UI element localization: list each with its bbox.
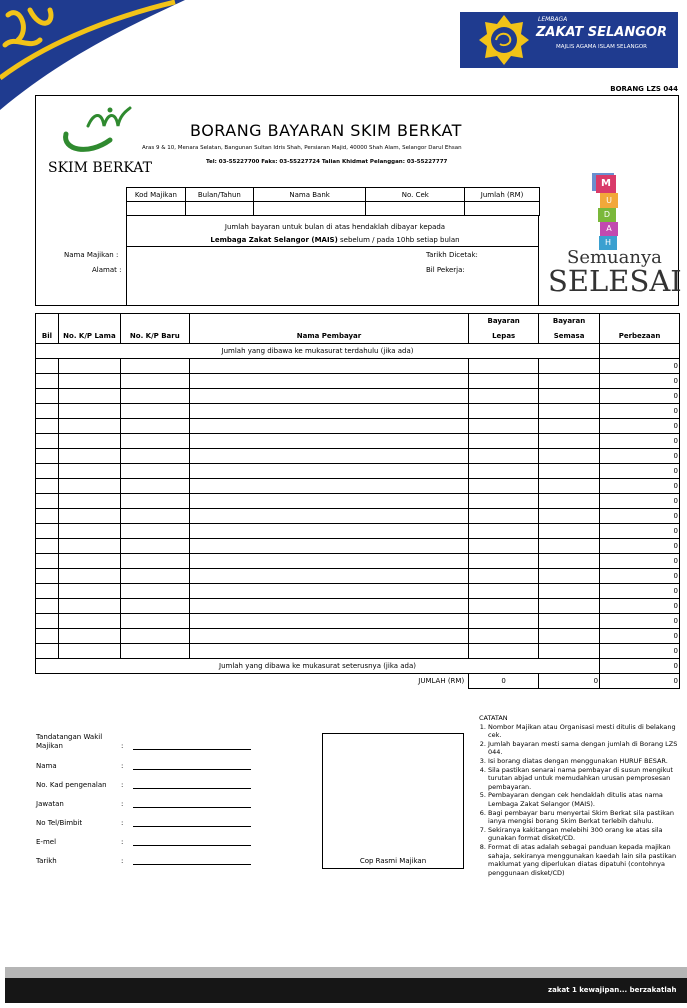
address-line: Aras 9 & 10, Menara Selatan, Bangunan Sultan Idris Shah, Persiaran Majid, 40000 Shah Alam, Selangor Darul Ehsan — [142, 145, 462, 151]
worker-count-label: Bil Pekerja: — [426, 266, 465, 274]
header-jumlah: Jumlah (RM) — [465, 188, 540, 202]
table-cell[interactable] — [469, 524, 539, 539]
table-cell[interactable] — [189, 419, 468, 434]
signature-field-label: Jawatan — [36, 800, 64, 808]
table-cell[interactable] — [58, 569, 120, 584]
difference-cell: 0 — [600, 419, 680, 434]
table-cell[interactable] — [120, 599, 189, 614]
employer-name-label: Nama Majikan : — [64, 251, 119, 259]
table-cell[interactable] — [58, 404, 120, 419]
table-cell[interactable] — [36, 449, 59, 464]
signature-field-input[interactable] — [133, 845, 251, 846]
footer-tagline: zakat 1 kewajipan... berzakatlah — [548, 986, 677, 994]
table-cell[interactable] — [58, 524, 120, 539]
table-cell[interactable] — [36, 584, 59, 599]
difference-cell: 0 — [600, 389, 680, 404]
kod-majikan-field[interactable] — [127, 202, 186, 216]
table-cell[interactable] — [469, 479, 539, 494]
note-item: 5. Pembayaran dengan cek hendaklah ditulis atas nama Lembaga Zakat Selangor (MAIS). — [488, 791, 687, 808]
table-cell[interactable] — [120, 644, 189, 659]
col-blank-7 — [600, 314, 680, 329]
table-cell[interactable] — [469, 554, 539, 569]
table-cell[interactable] — [120, 629, 189, 644]
header-lepas: Lepas — [469, 329, 539, 344]
table-cell[interactable] — [539, 599, 600, 614]
table-cell[interactable] — [469, 419, 539, 434]
table-cell[interactable] — [58, 599, 120, 614]
mais-logo-main-text: ZAKAT SELANGOR — [536, 25, 667, 40]
zakat-selangor-logo — [460, 12, 678, 68]
table-cell[interactable] — [189, 554, 468, 569]
signature-field-colon: : — [121, 742, 124, 750]
block-d: D — [598, 208, 616, 222]
header-nama-pembayar: Nama Pembayar — [189, 329, 468, 344]
total-perbezaan: 0 — [600, 674, 680, 689]
table-cell[interactable] — [120, 569, 189, 584]
table-cell[interactable] — [36, 359, 59, 374]
total-lepas: 0 — [469, 674, 539, 689]
table-cell[interactable] — [539, 479, 600, 494]
corner-calligraphy-banner — [0, 0, 190, 110]
table-row — [36, 584, 680, 599]
signature-field-input[interactable] — [133, 749, 251, 750]
table-cell[interactable] — [189, 359, 468, 374]
signature-field-colon: : — [121, 762, 124, 770]
mais-logo-small-text: LEMBAGA — [538, 16, 568, 23]
difference-cell: 0 — [600, 449, 680, 464]
signature-field-colon: : — [121, 800, 124, 808]
note-item: 7. Sekiranya kakitangan melebihi 300 orang ke atas sila gunakan format disket/CD. — [488, 826, 687, 843]
table-cell[interactable] — [36, 569, 59, 584]
table-cell[interactable] — [469, 434, 539, 449]
table-row — [36, 359, 680, 374]
table-row — [36, 614, 680, 629]
table-cell[interactable] — [120, 479, 189, 494]
header-bayaran-lepas-top: Bayaran — [469, 314, 539, 329]
table-cell[interactable] — [58, 359, 120, 374]
table-cell[interactable] — [539, 434, 600, 449]
table-cell[interactable] — [120, 524, 189, 539]
table-row — [36, 629, 680, 644]
official-stamp-box[interactable] — [322, 733, 464, 869]
note-item: 2. Jumlah bayaran mesti sama dengan jumlah di Borang LZS 044. — [488, 740, 687, 757]
table-cell[interactable] — [120, 389, 189, 404]
table-cell[interactable] — [469, 464, 539, 479]
table-cell[interactable] — [36, 644, 59, 659]
table-row — [36, 464, 680, 479]
signature-field-label: Nama — [36, 762, 57, 770]
header-semasa: Semasa — [539, 329, 600, 344]
table-row — [36, 539, 680, 554]
contact-line: Tel: 03-55227700 Faks: 03-55227724 Talian Khidmat Pelanggan: 03-55227777 — [206, 159, 448, 165]
table-cell[interactable] — [539, 524, 600, 539]
header-kp-baru: No. K/P Baru — [120, 329, 189, 344]
table-cell[interactable] — [58, 449, 120, 464]
difference-cell: 0 — [600, 599, 680, 614]
header-perbezaan: Perbezaan — [600, 329, 680, 344]
table-cell[interactable] — [539, 389, 600, 404]
table-cell[interactable] — [539, 644, 600, 659]
signature-field-input[interactable] — [133, 864, 251, 865]
header-kod-majikan: Kod Majikan — [127, 188, 186, 202]
footer-bar-grey — [5, 967, 687, 978]
brought-forward-value — [600, 344, 680, 359]
table-cell[interactable] — [539, 449, 600, 464]
difference-cell: 0 — [600, 509, 680, 524]
bulan-tahun-field[interactable] — [185, 202, 253, 216]
signature-field-input[interactable] — [133, 826, 251, 827]
table-cell[interactable] — [469, 374, 539, 389]
table-cell[interactable] — [120, 419, 189, 434]
table-cell[interactable] — [539, 554, 600, 569]
table-cell[interactable] — [36, 629, 59, 644]
brought-forward-label: Jumlah yang dibawa ke mukasurat terdahulu (jika ada) — [36, 344, 600, 359]
payer-list-table — [35, 313, 680, 689]
carried-forward-label: Jumlah yang dibawa ke mukasurat seterusnya (jika ada) — [36, 659, 600, 674]
col-blank-4 — [189, 314, 468, 329]
total-semasa: 0 — [539, 674, 600, 689]
table-cell[interactable] — [120, 359, 189, 374]
table-cell[interactable] — [469, 389, 539, 404]
table-cell[interactable] — [58, 539, 120, 554]
table-cell[interactable] — [469, 629, 539, 644]
signature-field-colon: : — [121, 819, 124, 827]
difference-cell: 0 — [600, 644, 680, 659]
nama-bank-field[interactable] — [253, 202, 366, 216]
table-cell[interactable] — [36, 479, 59, 494]
table-cell[interactable] — [189, 449, 468, 464]
jumlah-field[interactable] — [465, 202, 540, 216]
notes-title: CATATAN — [479, 714, 508, 722]
skim-berkat-logo-text: SKIM BERKAT — [48, 160, 152, 176]
note-item: 1. Nombor Majikan atau Organisasi mesti ditulis di belakang cek. — [488, 723, 687, 740]
stamp-label: Cop Rasmi Majikan — [359, 857, 427, 865]
table-cell[interactable] — [120, 539, 189, 554]
table-cell[interactable] — [539, 569, 600, 584]
col-blank-3 — [120, 314, 189, 329]
table-cell[interactable] — [58, 494, 120, 509]
difference-cell: 0 — [600, 569, 680, 584]
table-cell[interactable] — [58, 584, 120, 599]
table-cell[interactable] — [539, 359, 600, 374]
total-label: JUMLAH (RM) — [36, 674, 469, 689]
header-kp-lama: No. K/P Lama — [58, 329, 120, 344]
table-row — [36, 644, 680, 659]
table-cell[interactable] — [36, 599, 59, 614]
table-cell[interactable] — [58, 509, 120, 524]
signature-field-label: No Tel/Bimbit — [36, 819, 83, 827]
table-cell[interactable] — [58, 644, 120, 659]
signature-field-colon: : — [121, 838, 124, 846]
table-row — [36, 494, 680, 509]
block-h: H — [599, 236, 617, 250]
table-cell[interactable] — [189, 599, 468, 614]
notice-deadline: sebelum / pada 10hb setiap bulan — [337, 236, 460, 244]
table-cell[interactable] — [120, 434, 189, 449]
col-blank-2 — [58, 314, 120, 329]
table-cell[interactable] — [189, 509, 468, 524]
table-cell[interactable] — [36, 509, 59, 524]
notice-line-1: Jumlah bayaran untuk bulan di atas hendaklah dibayar kepada — [224, 223, 446, 231]
table-cell[interactable] — [120, 464, 189, 479]
table-cell[interactable] — [189, 479, 468, 494]
table-cell[interactable] — [539, 419, 600, 434]
block-a: A — [600, 222, 618, 236]
table-row — [36, 479, 680, 494]
mais-emblem-icon — [478, 14, 530, 66]
table-cell[interactable] — [189, 524, 468, 539]
table-cell[interactable] — [539, 494, 600, 509]
skim-berkat-logo-icon — [58, 104, 136, 158]
table-cell[interactable] — [469, 599, 539, 614]
block-m: M — [596, 175, 616, 193]
table-cell[interactable] — [539, 614, 600, 629]
table-cell[interactable] — [189, 584, 468, 599]
carried-forward-value: 0 — [600, 659, 680, 674]
table-cell[interactable] — [469, 584, 539, 599]
difference-cell: 0 — [600, 524, 680, 539]
table-cell[interactable] — [469, 539, 539, 554]
header-bil: Bil — [36, 329, 59, 344]
table-row — [36, 524, 680, 539]
table-row — [36, 434, 680, 449]
table-cell[interactable] — [189, 404, 468, 419]
table-cell[interactable] — [539, 374, 600, 389]
table-row — [36, 419, 680, 434]
difference-cell: 0 — [600, 434, 680, 449]
table-cell[interactable] — [120, 584, 189, 599]
table-row — [36, 554, 680, 569]
block-u: U — [600, 193, 618, 208]
payment-info-table — [126, 187, 540, 216]
table-cell[interactable] — [120, 449, 189, 464]
notice-line-2 — [130, 236, 540, 244]
mais-logo-sub-text: MAJLIS AGAMA ISLAM SELANGOR — [556, 44, 648, 50]
difference-cell: 0 — [600, 629, 680, 644]
table-cell[interactable] — [36, 389, 59, 404]
printed-date-label: Tarikh Dicetak: — [426, 251, 478, 259]
table-cell[interactable] — [189, 644, 468, 659]
table-cell[interactable] — [120, 494, 189, 509]
table-cell[interactable] — [36, 614, 59, 629]
table-cell[interactable] — [36, 419, 59, 434]
table-cell[interactable] — [469, 644, 539, 659]
header-bayaran-semasa-top: Bayaran — [539, 314, 600, 329]
signature-field-input[interactable] — [133, 769, 251, 770]
signature-field-colon: : — [121, 781, 124, 789]
note-item: 6. Bagi pembayar baru menyertai Skim Berkat sila pastikan ianya mengisi borang Skim Berkat terlebih dahulu. — [488, 809, 687, 826]
note-item: 8. Format di atas adalah sebagai panduan kepada majikan sahaja, sekiranya menggunakan kaedah lain sila pastikan maklumat yang diperlukan diatas dipatuhi (contohnya penggunaan disket/CD) — [488, 843, 687, 877]
signature-field-label: Tarikh — [36, 857, 57, 865]
table-row — [36, 569, 680, 584]
table-cell[interactable] — [58, 614, 120, 629]
notes-section — [479, 714, 687, 877]
slogan-line-2: SELESAI — [548, 264, 682, 298]
table-cell[interactable] — [36, 524, 59, 539]
table-cell[interactable] — [189, 569, 468, 584]
difference-cell: 0 — [600, 464, 680, 479]
table-cell[interactable] — [58, 434, 120, 449]
table-cell[interactable] — [120, 614, 189, 629]
table-row — [36, 374, 680, 389]
table-cell[interactable] — [36, 464, 59, 479]
table-row — [36, 509, 680, 524]
employer-address-label: Alamat : — [92, 266, 122, 274]
table-cell[interactable] — [469, 404, 539, 419]
signature-field-label: E-mel — [36, 838, 57, 846]
table-cell[interactable] — [189, 434, 468, 449]
difference-cell: 0 — [600, 614, 680, 629]
difference-cell: 0 — [600, 539, 680, 554]
table-cell[interactable] — [469, 359, 539, 374]
table-cell[interactable] — [189, 494, 468, 509]
difference-cell: 0 — [600, 554, 680, 569]
table-cell[interactable] — [539, 584, 600, 599]
table-cell[interactable] — [120, 509, 189, 524]
table-cell[interactable] — [58, 629, 120, 644]
signature-field-input[interactable] — [133, 807, 251, 808]
table-cell[interactable] — [58, 374, 120, 389]
signature-field-label: Tandatangan Wakil Majikan — [36, 733, 103, 750]
mudah-blocks-graphic — [590, 155, 630, 250]
table-cell[interactable] — [58, 464, 120, 479]
difference-cell: 0 — [600, 479, 680, 494]
difference-cell: 0 — [600, 584, 680, 599]
table-cell[interactable] — [539, 464, 600, 479]
table-cell[interactable] — [36, 374, 59, 389]
signature-field-label: No. Kad pengenalan — [36, 781, 107, 789]
table-cell[interactable] — [36, 404, 59, 419]
table-cell[interactable] — [189, 539, 468, 554]
header-bulan-tahun: Bulan/Tahun — [185, 188, 253, 202]
table-cell[interactable] — [120, 554, 189, 569]
header-nama-bank: Nama Bank — [253, 188, 366, 202]
table-row — [36, 449, 680, 464]
difference-cell: 0 — [600, 404, 680, 419]
table-cell[interactable] — [58, 554, 120, 569]
table-cell[interactable] — [469, 449, 539, 464]
table-cell[interactable] — [539, 629, 600, 644]
note-item: 3. Isi borang diatas dengan menggunakan HURUF BESAR. — [488, 757, 687, 766]
table-cell[interactable] — [189, 374, 468, 389]
no-cek-field[interactable] — [366, 202, 465, 216]
form-code: BORANG LZS 044 — [610, 85, 678, 93]
signature-field-colon: : — [121, 857, 124, 865]
table-cell[interactable] — [36, 494, 59, 509]
table-cell[interactable] — [189, 389, 468, 404]
difference-cell: 0 — [600, 494, 680, 509]
header-no-cek: No. Cek — [366, 188, 465, 202]
table-cell[interactable] — [539, 509, 600, 524]
table-row — [36, 389, 680, 404]
note-item: 4. Sila pastikan senarai nama pembayar di susun mengikut turutan abjad untuk memudahkan urusan pemprosesan pembayaran. — [488, 766, 687, 792]
table-cell[interactable] — [469, 494, 539, 509]
table-cell[interactable] — [539, 539, 600, 554]
difference-cell: 0 — [600, 374, 680, 389]
table-row — [36, 599, 680, 614]
col-blank-1 — [36, 314, 59, 329]
table-row — [36, 404, 680, 419]
table-cell[interactable] — [189, 629, 468, 644]
table-cell[interactable] — [189, 614, 468, 629]
table-cell[interactable] — [58, 389, 120, 404]
table-cell[interactable] — [58, 419, 120, 434]
table-cell[interactable] — [469, 569, 539, 584]
difference-cell: 0 — [600, 359, 680, 374]
notice-payee: Lembaga Zakat Selangor (MAIS) — [210, 236, 338, 244]
table-cell[interactable] — [36, 434, 59, 449]
table-cell[interactable] — [189, 464, 468, 479]
table-cell[interactable] — [36, 539, 59, 554]
page-title: BORANG BAYARAN SKIM BERKAT — [190, 121, 462, 140]
table-cell[interactable] — [58, 479, 120, 494]
table-cell[interactable] — [36, 554, 59, 569]
table-cell[interactable] — [469, 614, 539, 629]
signature-field-input[interactable] — [133, 788, 251, 789]
table-cell[interactable] — [539, 404, 600, 419]
table-cell[interactable] — [120, 374, 189, 389]
slogan-line-1: Semuanya — [567, 247, 662, 268]
table-cell[interactable] — [120, 404, 189, 419]
table-cell[interactable] — [469, 509, 539, 524]
